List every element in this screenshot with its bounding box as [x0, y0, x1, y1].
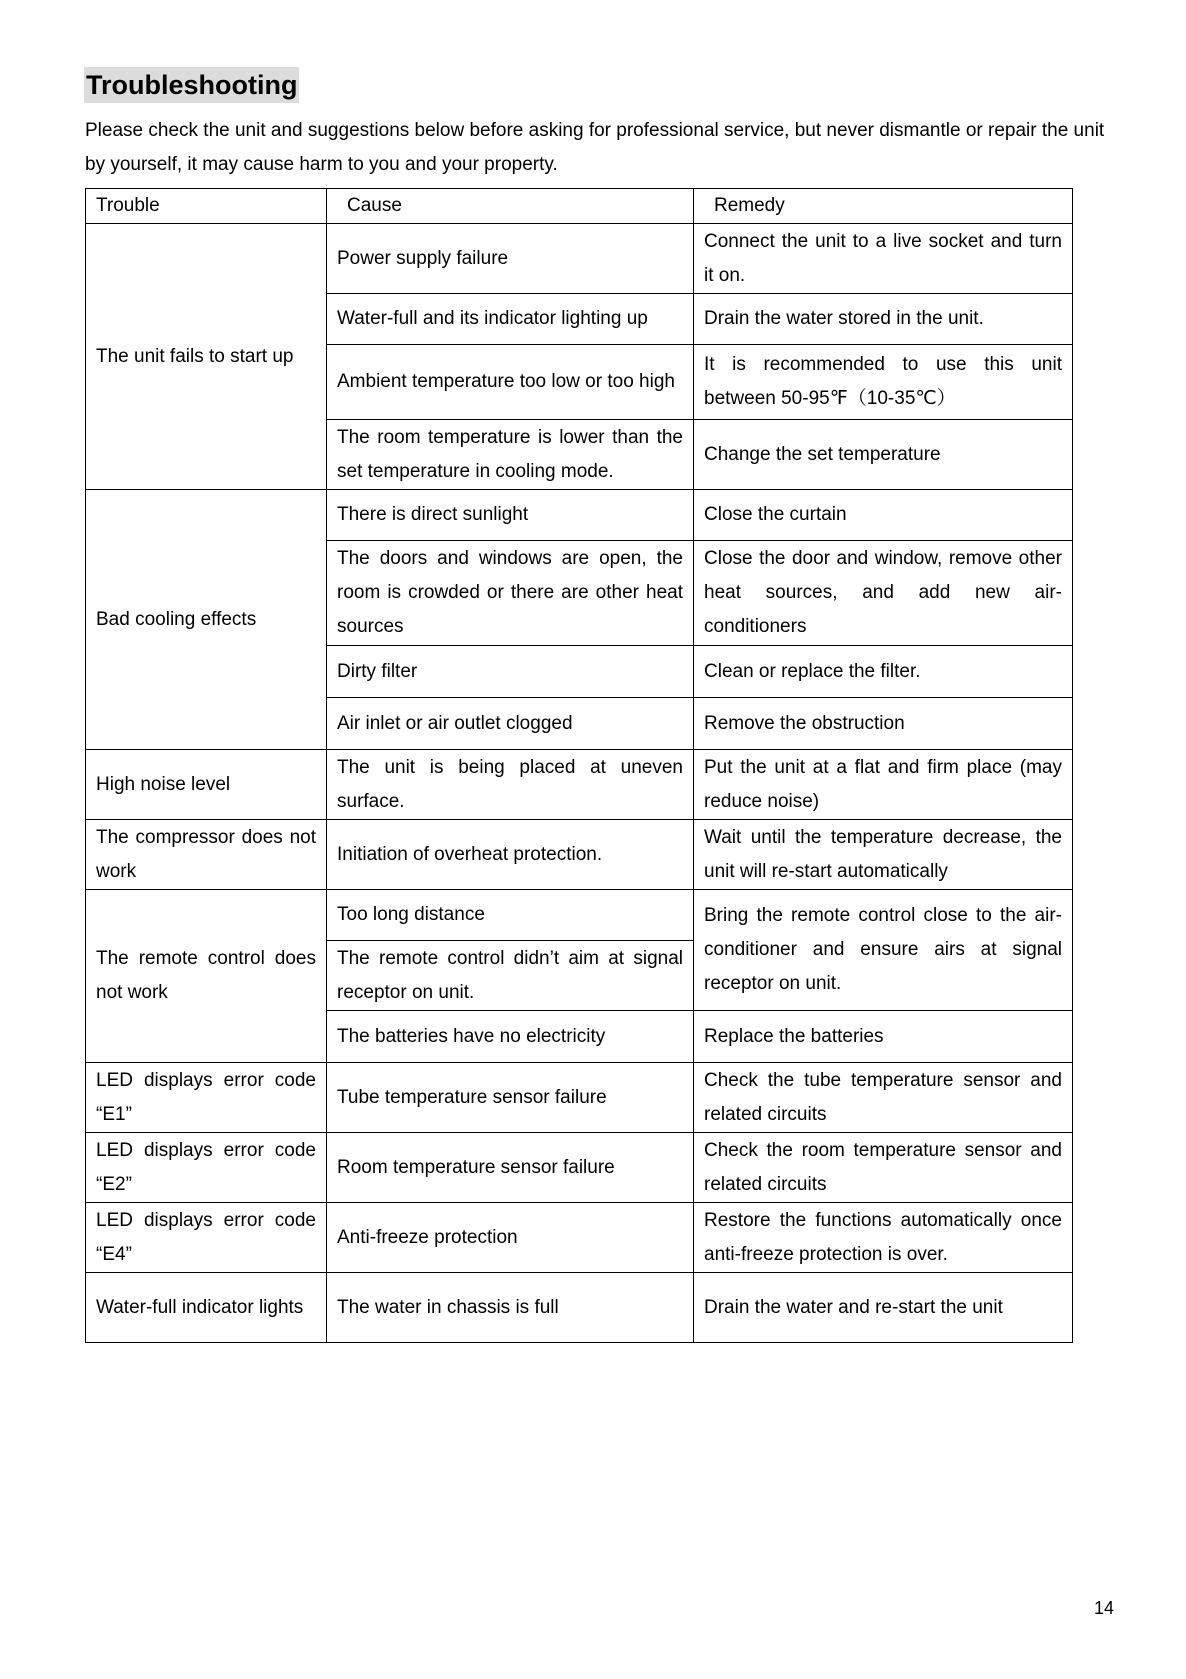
table-row	[86, 750, 1073, 820]
cause-cell: Tube temperature sensor failure	[327, 1063, 694, 1133]
table-row	[86, 1133, 1073, 1203]
remedy-cell: It is recommended to use this unit between 50-95℉（10-35℃）	[694, 345, 1073, 420]
remedy-cell: Replace the batteries	[694, 1011, 1073, 1063]
cause-cell: The doors and windows are open, the room is crowded or there are other heat sources	[327, 541, 694, 646]
remedy-cell: Remove the obstruction	[694, 698, 1073, 750]
table-row	[86, 820, 1073, 890]
cause-cell: Air inlet or air outlet clogged	[327, 698, 694, 750]
remedy-cell: Check the room temperature sensor and related circuits	[694, 1133, 1073, 1203]
remedy-cell: Check the tube temperature sensor and related circuits	[694, 1063, 1073, 1133]
cause-cell: Too long distance	[327, 890, 694, 941]
remedy-cell: Connect the unit to a live socket and turn it on.	[694, 224, 1073, 294]
trouble-cell: LED displays error code “E2”	[86, 1133, 327, 1203]
cause-cell: The room temperature is lower than the set temperature in cooling mode.	[327, 420, 694, 490]
cause-cell: The batteries have no electricity	[327, 1011, 694, 1063]
header-cause: Cause	[327, 189, 694, 224]
cause-cell: There is direct sunlight	[327, 490, 694, 541]
cause-cell: Initiation of overheat protection.	[327, 820, 694, 890]
cause-cell: Anti-freeze protection	[327, 1203, 694, 1273]
header-remedy: Remedy	[694, 189, 1073, 224]
trouble-cell: Water-full indicator lights	[86, 1273, 327, 1343]
cause-cell: The water in chassis is full	[327, 1273, 694, 1343]
table-row	[86, 224, 1073, 294]
trouble-cell: The compressor does not work	[86, 820, 327, 890]
table-row	[86, 1203, 1073, 1273]
remedy-cell: Clean or replace the filter.	[694, 646, 1073, 698]
remedy-cell: Wait until the temperature decrease, the unit will re-start automatically	[694, 820, 1073, 890]
cause-cell: Water-full and its indicator lighting up	[327, 294, 694, 345]
header-trouble: Trouble	[86, 189, 327, 224]
remedy-cell: Drain the water and re-start the unit	[694, 1273, 1073, 1343]
table-row	[86, 1273, 1073, 1343]
remedy-cell: Restore the functions automatically once anti-freeze protection is over.	[694, 1203, 1073, 1273]
table-header-row	[86, 189, 1073, 224]
trouble-cell: LED displays error code “E1”	[86, 1063, 327, 1133]
cause-cell: Room temperature sensor failure	[327, 1133, 694, 1203]
table-row	[86, 890, 1073, 941]
remedy-cell: Bring the remote control close to the air-conditioner and ensure airs at signal receptor on unit.	[694, 890, 1073, 1011]
trouble-cell: High noise level	[86, 750, 327, 820]
trouble-cell: The unit fails to start up	[86, 224, 327, 490]
cause-cell: The unit is being placed at uneven surface.	[327, 750, 694, 820]
cause-cell: Ambient temperature too low or too high	[327, 345, 694, 420]
trouble-cell: Bad cooling effects	[86, 490, 327, 750]
remedy-cell: Close the door and window, remove other heat sources, and add new air-conditioners	[694, 541, 1073, 646]
trouble-cell: LED displays error code “E4”	[86, 1203, 327, 1273]
cause-cell: The remote control didn’t aim at signal receptor on unit.	[327, 941, 694, 1011]
page-title: Troubleshooting	[84, 67, 299, 103]
remedy-cell: Close the curtain	[694, 490, 1073, 541]
trouble-cell: The remote control does not work	[86, 890, 327, 1063]
page-number: 14	[1094, 1598, 1115, 1618]
table-row	[86, 490, 1073, 541]
remedy-cell: Drain the water stored in the unit.	[694, 294, 1073, 345]
remedy-cell: Change the set temperature	[694, 420, 1073, 490]
troubleshooting-table	[85, 188, 1073, 1343]
remedy-cell: Put the unit at a flat and firm place (may reduce noise)	[694, 750, 1073, 820]
intro-paragraph: Please check the unit and suggestions below before asking for professional service, but never dismantle or repair the unit by yourself, it may cause harm to you and your property.	[85, 120, 1105, 175]
cause-cell: Power supply failure	[327, 224, 694, 294]
table-row	[86, 1063, 1073, 1133]
cause-cell: Dirty filter	[327, 646, 694, 698]
